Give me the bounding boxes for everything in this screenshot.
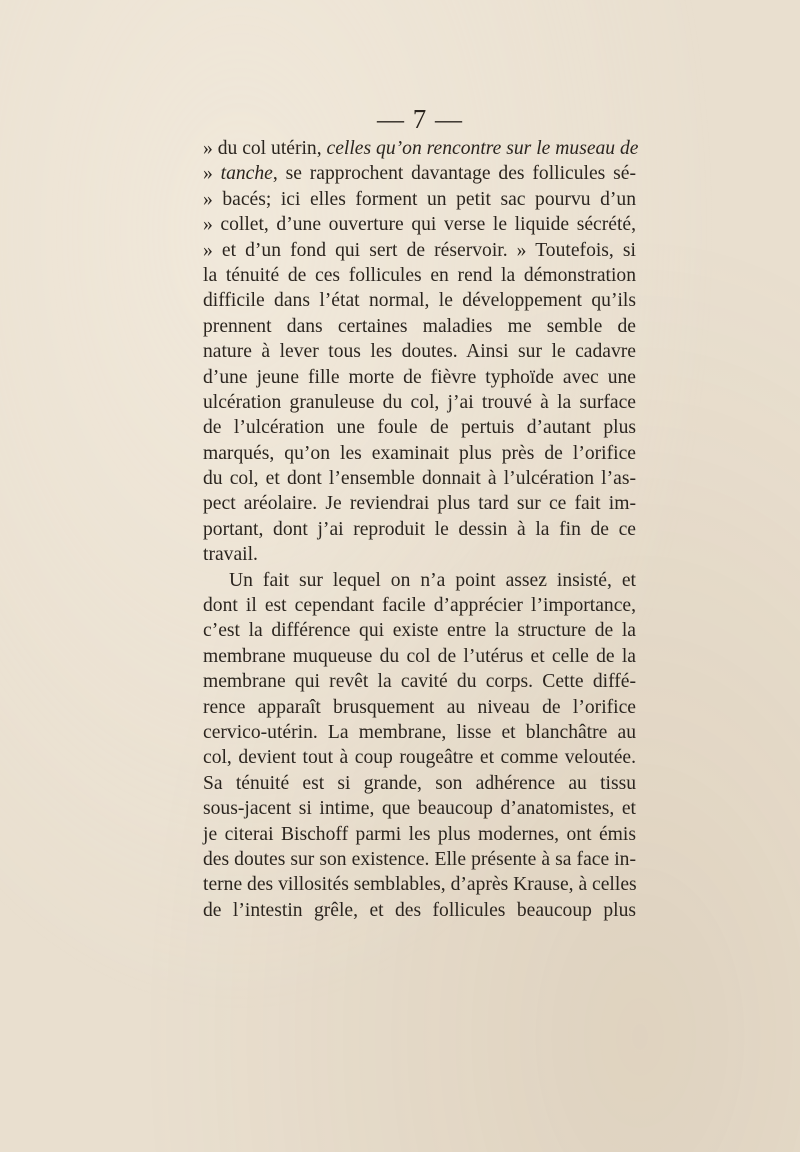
text-line bbox=[203, 593, 636, 618]
body-text bbox=[203, 136, 639, 923]
text-run: » bbox=[203, 163, 221, 185]
text-run: sous-jacent si intime, que beaucoup d’anatomistes, et bbox=[203, 798, 636, 820]
text-run: Sa ténuité est si grande, son adhérence au tissu bbox=[203, 772, 636, 794]
text-line bbox=[203, 288, 636, 313]
text-run: difficile dans l’état normal, le développement qu’ils bbox=[203, 290, 636, 312]
text-line bbox=[203, 517, 636, 542]
text-line bbox=[203, 263, 636, 288]
text-line bbox=[203, 136, 639, 161]
text-run: col, devient tout à coup rougeâtre et comme veloutée. bbox=[203, 747, 636, 769]
text-line bbox=[203, 466, 636, 491]
text-run: de l’ulcération une foule de pertuis d’autant plus bbox=[203, 417, 636, 439]
text-line bbox=[203, 212, 636, 237]
text-line bbox=[203, 339, 636, 364]
text-run: » bacés; ici elles forment un petit sac pourvu d’un bbox=[203, 188, 636, 210]
text-line bbox=[203, 771, 636, 796]
text-run: ulcération granuleuse du col, j’ai trouvé à la surface bbox=[203, 391, 636, 413]
text-line bbox=[203, 898, 636, 923]
text-line bbox=[203, 365, 636, 390]
text-line bbox=[203, 415, 636, 440]
text-run: prennent dans certaines maladies me semble de bbox=[203, 315, 636, 337]
page-number: — 7 — bbox=[377, 104, 463, 134]
text-run: » du col utérin, bbox=[203, 138, 327, 159]
text-run: des doutes sur son existence. Elle présente à sa face in- bbox=[203, 848, 636, 870]
text-run: travail. bbox=[203, 544, 258, 566]
text-run: pect aréolaire. Je reviendrai plus tard sur ce fait im- bbox=[203, 493, 636, 515]
text-line bbox=[203, 847, 636, 872]
text-run: , se rapprochent davantage des follicules sé- bbox=[272, 163, 636, 185]
text-run: la ténuité de ces follicules en rend la démonstration bbox=[203, 264, 636, 286]
text-run: du col, et dont l’ensemble donnait à l’ulcération l’as- bbox=[203, 468, 636, 490]
text-run: dont il est cependant facile d’apprécier l’importance, bbox=[203, 595, 636, 617]
text-run: » et d’un fond qui sert de réservoir. » Toutefois, si bbox=[203, 239, 636, 261]
text-line bbox=[203, 568, 636, 593]
text-line bbox=[203, 161, 636, 186]
text-line bbox=[203, 441, 636, 466]
text-run: rence apparaît brusquement au niveau de l’orifice bbox=[203, 696, 636, 718]
text-run: » collet, d’une ouverture qui verse le liquide sécrété, bbox=[203, 214, 636, 236]
text-run: portant, dont j’ai reproduit le dessin à la fin de ce bbox=[203, 518, 636, 540]
text-line bbox=[203, 822, 636, 847]
text-run: marqués, qu’on les examinait plus près de l’orifice bbox=[203, 442, 636, 464]
text-line bbox=[203, 187, 636, 212]
text-line bbox=[203, 644, 636, 669]
text-line bbox=[203, 314, 636, 339]
text-line bbox=[203, 872, 636, 897]
text-run: d’une jeune fille morte de fièvre typhoïde avec une bbox=[203, 366, 636, 388]
text-line bbox=[203, 745, 636, 770]
text-line bbox=[203, 491, 636, 516]
text-run: membrane qui revêt la cavité du corps. Cette diffé- bbox=[203, 671, 636, 693]
text-line bbox=[203, 618, 636, 643]
text-run: nature à lever tous les doutes. Ainsi sur le cadavre bbox=[203, 341, 636, 363]
text-run: je citerai Bischoff parmi les plus modernes, ont émis bbox=[203, 823, 636, 845]
text-line bbox=[203, 796, 636, 821]
text-line bbox=[203, 238, 636, 263]
text-line bbox=[203, 669, 636, 694]
text-line bbox=[203, 390, 636, 415]
italic-text: tanche bbox=[220, 163, 273, 185]
italic-text: celles qu’on rencontre sur le museau de bbox=[326, 138, 639, 159]
text-run: cervico-utérin. La membrane, lisse et blanchâtre au bbox=[203, 721, 636, 743]
text-run: de l’intestin grêle, et des follicules beaucoup plus bbox=[203, 899, 636, 921]
text-line bbox=[203, 542, 636, 567]
text-run: c’est la différence qui existe entre la structure de la bbox=[203, 620, 636, 642]
text-run: membrane muqueuse du col de l’utérus et celle de la bbox=[203, 645, 636, 667]
text-line bbox=[203, 720, 636, 745]
text-run: terne des villosités semblables, d’après Krause, à celles bbox=[203, 874, 637, 896]
text-line bbox=[203, 695, 636, 720]
text-run: Un fait sur lequel on n’a point assez insisté, et bbox=[229, 569, 636, 591]
